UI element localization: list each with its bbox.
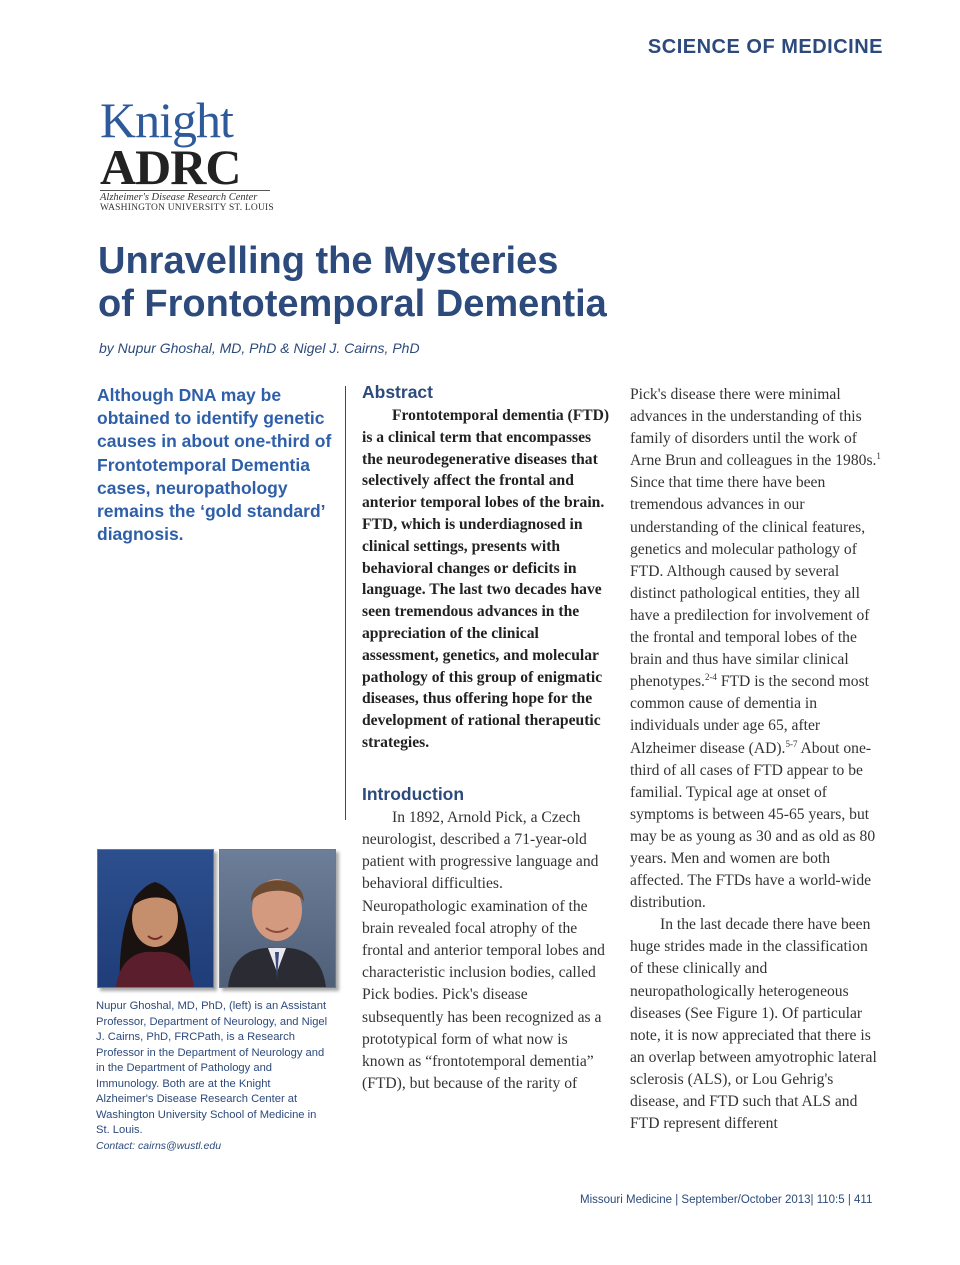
right-paragraph-2: In the last decade there have been huge strides made in the classification of these clinically and neuropathologically heterogeneous diseases (See Figure 1). Of particular note, it is now appreciated that there is an overlap between amyotrophic lateral sclerosis (ALS), or Lou Gehrig's disease, and FTD such that ALS and FTD represent different: [630, 916, 877, 1133]
author-photo-cairns: [219, 849, 336, 988]
reference-1: 1: [876, 451, 881, 462]
bio-text: Nupur Ghoshal, MD, PhD, (left) is an Assistant Professor, Department of Neurology, and Nigel J. Cairns, PhD, FRCPath, is a Research Professor in the Department of Neurology and in the Department of Pathology and Immunology. Both are at the Knight Alzheimer's Disease Research Center at Washington University School of Medicine in St. Louis.: [96, 1000, 328, 1136]
section-label: SCIENCE OF MEDICINE: [647, 36, 883, 58]
title-line-2: of Frontotemporal Dementia: [98, 283, 607, 325]
column-divider: [345, 386, 346, 820]
author-bio: [96, 999, 328, 1154]
right-p1-part-b: Since that time there have been tremendous advances in our understanding of the clinical features, genetics and molecular pathology of FTD. Although caused by several distinct pathological entities, they all have a predilection for involvement of the frontal and temporal lobes of the brain and thus have similar clinical phenotypes.: [630, 474, 870, 691]
page-footer: Missouri Medicine | September/October 2013| 110:5 | 411: [580, 1194, 873, 1206]
title-line-1: Unravelling the Mysteries: [98, 240, 559, 282]
right-p1-part-c: FTD is the second most common cause of dementia in individuals under age 65, after Alzheimer disease (AD).: [630, 673, 869, 757]
author-photo-ghoshal: [97, 849, 214, 988]
byline: by Nupur Ghoshal, MD, PhD & Nigel J. Cairns, PhD: [99, 340, 420, 356]
abstract-body: Frontotemporal dementia (FTD) is a clinical term that encompasses the neurodegenerative diseases that selectively affect the frontal and anterior temporal lobes of the brain. FTD, which is underdiagnosed in clinical settings, presents with behavioral changes or deficits in language. The last two decades have seen tremendous advances in the appreciation of the clinical assessment, genetics, and molecular pathology of this group of enigmatic diseases, thus offering hope for the development of rational therapeutic strategies.: [362, 407, 610, 751]
logo-university: WASHINGTON UNIVERSITY ST. LOUIS: [100, 203, 274, 213]
right-p1-part-d: About one-third of all cases of FTD appear to be familial. Typical age at onset of symptoms is between 45-65 years, but may be as young as 30 and as old as 80 years. Men and women are both affected. The FTDs have a world-wide distribution.: [630, 739, 876, 912]
reference-2-4: 2-4: [704, 672, 717, 683]
knight-adrc-logo: [100, 92, 274, 213]
contact-email[interactable]: Contact: cairns@wustl.edu: [96, 1139, 222, 1152]
introduction-heading: Introduction: [362, 783, 465, 804]
logo-knight: Knight: [100, 92, 233, 148]
introduction-paragraph-1: In 1892, Arnold Pick, a Czech neurologist, described a 71-year-old patient with progressive language and behavioral difficulties. Neuropathologic examination of the brain revealed focal atrophy of the frontal and anterior temporal lobes and characteristic inclusion bodies, called Pick bodies. Pick's disease subsequently has been recognized as a prototypical form of what now is known as “frontotemporal dementia” (FTD), but because of the rarity of: [362, 808, 605, 1093]
middle-column: [362, 382, 610, 1095]
abstract-heading: Abstract: [362, 382, 433, 402]
reference-5-7: 5-7: [785, 738, 798, 749]
right-column: [630, 384, 882, 1135]
right-p1-part-a: Pick's disease there were minimal advances in the understanding of this family of disorders until the work of Arne Brun and colleagues in the 1980s.: [630, 386, 877, 470]
right-paragraph-1: [630, 384, 882, 914]
logo-adrc: ADRC: [100, 139, 241, 195]
article-title: [98, 240, 718, 326]
logo-subtitle: Alzheimer's Disease Research Center: [100, 190, 270, 203]
pullquote: Although DNA may be obtained to identify genetic causes in about one-third of Frontotemporal Dementia cases, neuropathology remains the ‘gold standard’ diagnosis.: [97, 385, 332, 545]
